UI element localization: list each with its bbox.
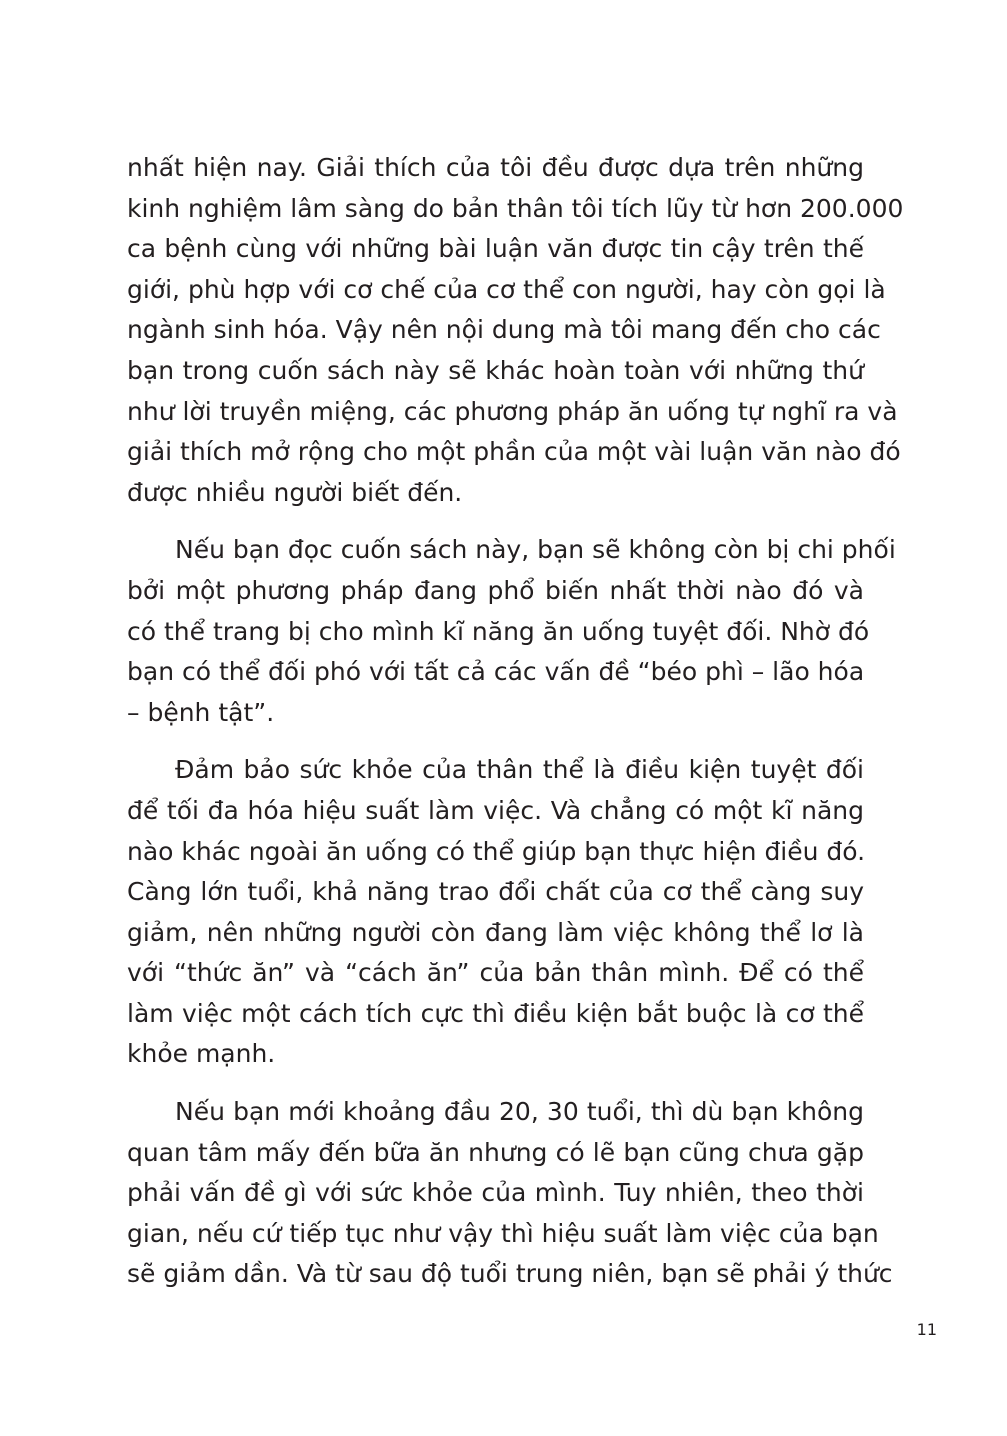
text-line: giới, phù hợp với cơ chế của cơ thể con người, hay còn gọi là (127, 274, 886, 304)
text-line: – bệnh tật”. (127, 697, 275, 727)
text-line: gian, nếu cứ tiếp tục như vậy thì hiệu suất làm việc của bạn (127, 1218, 879, 1248)
text-line: được nhiều người biết đến. (127, 477, 463, 507)
page-number: 11 (916, 1320, 937, 1339)
text-line: để tối đa hóa hiệu suất làm việc. Và chẳng có một kĩ năng (127, 795, 864, 825)
text-line: sẽ giảm dần. Và từ sau độ tuổi trung niên, bạn sẽ phải ý thức (127, 1259, 893, 1289)
paragraph-2 (127, 530, 896, 733)
text-line: ca bệnh cùng với những bài luận văn được tin cậy trên thế (127, 234, 864, 264)
text-line: Nếu bạn đọc cuốn sách này, bạn sẽ không còn bị chi phối (175, 535, 896, 565)
paragraph-1 (127, 148, 904, 513)
text-line: khỏe mạnh. (127, 1039, 276, 1069)
text-line: giải thích mở rộng cho một phần của một vài luận văn nào đó (127, 437, 901, 467)
text-line: bởi một phương pháp đang phổ biến nhất thời nào đó và (127, 575, 864, 605)
text-line: phải vấn đề gì với sức khỏe của mình. Tuy nhiên, theo thời (127, 1178, 864, 1208)
paragraph-3 (127, 750, 864, 1075)
paragraph-4 (127, 1092, 893, 1295)
text-line: làm việc một cách tích cực thì điều kiện bắt buộc là cơ thể (127, 998, 864, 1028)
text-line: ngành sinh hóa. Vậy nên nội dung mà tôi mang đến cho các (127, 315, 881, 345)
text-line: bạn có thể đối phó với tất cả các vấn đề “béo phì – lão hóa (127, 657, 865, 687)
text-line: nào khác ngoài ăn uống có thể giúp bạn thực hiện điều đó. (127, 836, 866, 866)
text-line: Nếu bạn mới khoảng đầu 20, 30 tuổi, thì dù bạn không (175, 1097, 864, 1127)
text-line: quan tâm mấy đến bữa ăn nhưng có lẽ bạn cũng chưa gặp (127, 1137, 864, 1167)
text-line: Càng lớn tuổi, khả năng trao đổi chất của cơ thể càng suy (127, 877, 864, 907)
text-line: nhất hiện nay. Giải thích của tôi đều được dựa trên những (127, 153, 864, 182)
text-line: với “thức ăn” và “cách ăn” của bản thân mình. Để có thể (127, 958, 864, 988)
text-line: có thể trang bị cho mình kĩ năng ăn uống tuyệt đối. Nhờ đó (127, 616, 870, 646)
text-line: bạn trong cuốn sách này sẽ khác hoàn toàn với những thứ (127, 355, 864, 385)
body-text (127, 148, 904, 1295)
text-line: giảm, nên những người còn đang làm việc không thể lơ là (127, 917, 864, 947)
text-line: như lời truyền miệng, các phương pháp ăn uống tự nghĩ ra và (127, 396, 898, 426)
text-line: kinh nghiệm lâm sàng do bản thân tôi tích lũy từ hơn 200.000 (127, 193, 904, 223)
text-line: Đảm bảo sức khỏe của thân thể là điều kiện tuyệt đối (175, 755, 864, 785)
